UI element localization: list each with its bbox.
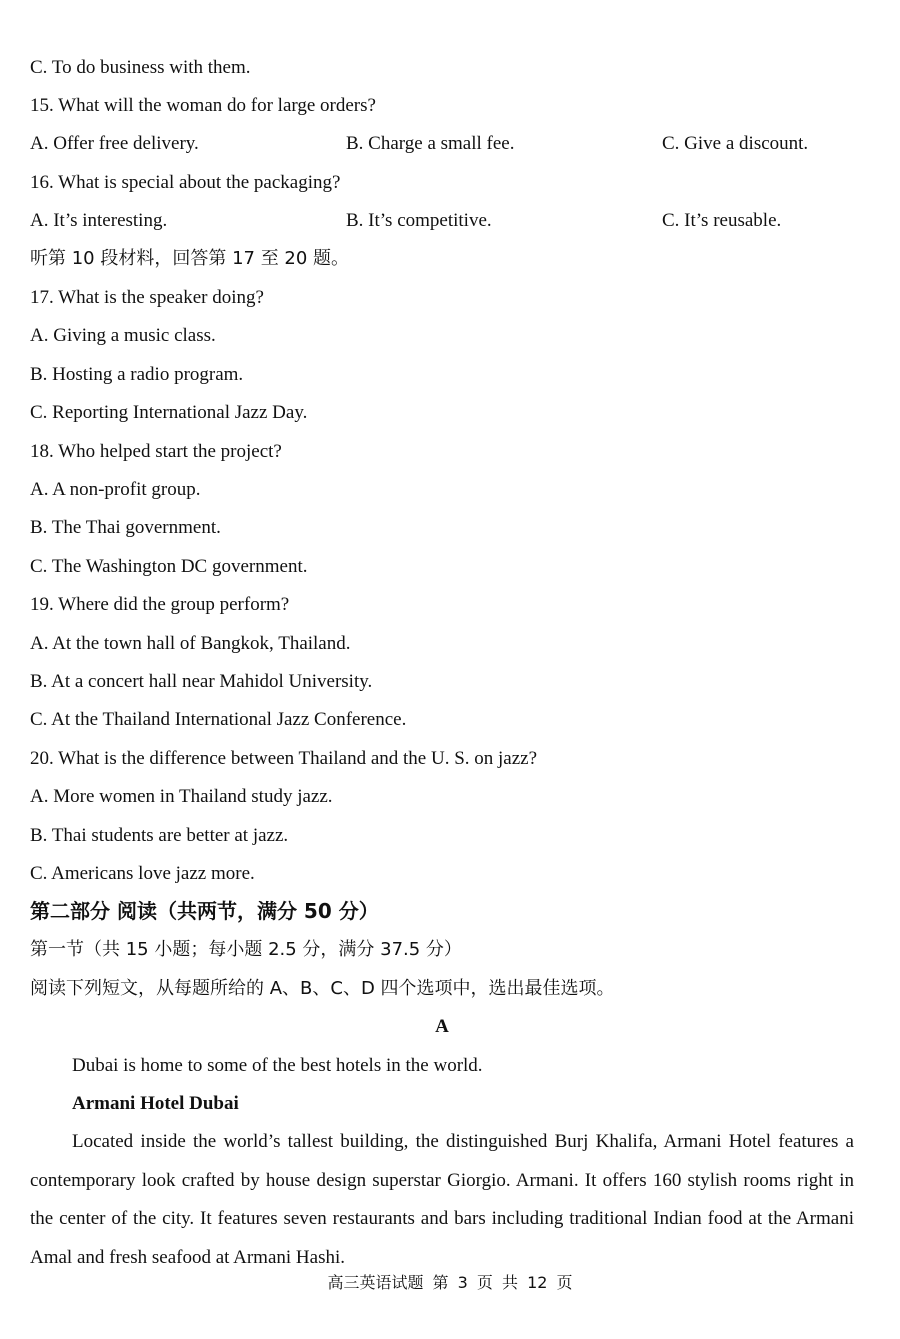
question-19: 19. Where did the group perform?: [30, 594, 290, 615]
q17-option-a: A. Giving a music class.: [30, 325, 216, 346]
listening-instruction-10: 听第 10 段材料，回答第 17 至 20 题。: [30, 248, 350, 269]
q16-option-b: B. It’s competitive.: [346, 210, 492, 231]
q19-option-a: A. At the town hall of Bangkok, Thailand.: [30, 633, 351, 654]
hotel-description: Located inside the world’s tallest building, the distinguished Burj Khalifa, Armani Hotel features a contemporary look crafted by house design superstar Giorgio. Armani. It offers 160 stylish rooms right in the center of the city. It features seven restaurants and bars including traditional Indian food at the Armani Amal and fresh seafood at Armani Hashi.: [30, 1131, 854, 1268]
passage-intro: Dubai is home to some of the best hotels in the world.: [72, 1055, 483, 1076]
q18-option-c: C. The Washington DC government.: [30, 556, 308, 577]
section1-heading: 第一节（共 15 小题；每小题 2.5 分，满分 37.5 分）: [30, 939, 462, 960]
q20-option-c: C. Americans love jazz more.: [30, 863, 255, 884]
q14-option-c: C. To do business with them.: [30, 57, 251, 78]
q16-option-c: C. It’s reusable.: [662, 210, 782, 231]
q19-option-c: C. At the Thailand International Jazz Conference.: [30, 709, 407, 730]
question-15: 15. What will the woman do for large orders?: [30, 95, 376, 116]
part2-heading: 第二部分 阅读（共两节，满分 50 分）: [30, 899, 379, 923]
hotel-title: Armani Hotel Dubai: [72, 1093, 239, 1114]
q15-option-a: A. Offer free delivery.: [30, 133, 199, 154]
q16-option-a: A. It’s interesting.: [30, 210, 168, 231]
q19-option-b: B. At a concert hall near Mahidol University.: [30, 671, 373, 692]
q18-option-b: B. The Thai government.: [30, 517, 221, 538]
question-18: 18. Who helped start the project?: [30, 441, 282, 462]
q18-option-a: A. A non-profit group.: [30, 479, 201, 500]
reading-instruction: 阅读下列短文，从每题所给的 A、B、C、D 四个选项中，选出最佳选项。: [30, 978, 615, 999]
q15-option-c: C. Give a discount.: [662, 133, 809, 154]
q20-option-b: B. Thai students are better at jazz.: [30, 825, 289, 846]
page-footer: 高三英语试题 第 3 页 共 12 页: [327, 1273, 573, 1292]
question-16: 16. What is special about the packaging?: [30, 172, 341, 193]
question-20: 20. What is the difference between Thailand and the U. S. on jazz?: [30, 748, 538, 769]
q20-option-a: A. More women in Thailand study jazz.: [30, 786, 333, 807]
passage-label: A: [435, 1016, 449, 1037]
q17-option-c: C. Reporting International Jazz Day.: [30, 402, 308, 423]
q15-option-b: B. Charge a small fee.: [346, 133, 515, 154]
q17-option-b: B. Hosting a radio program.: [30, 364, 244, 385]
question-17: 17. What is the speaker doing?: [30, 287, 264, 308]
